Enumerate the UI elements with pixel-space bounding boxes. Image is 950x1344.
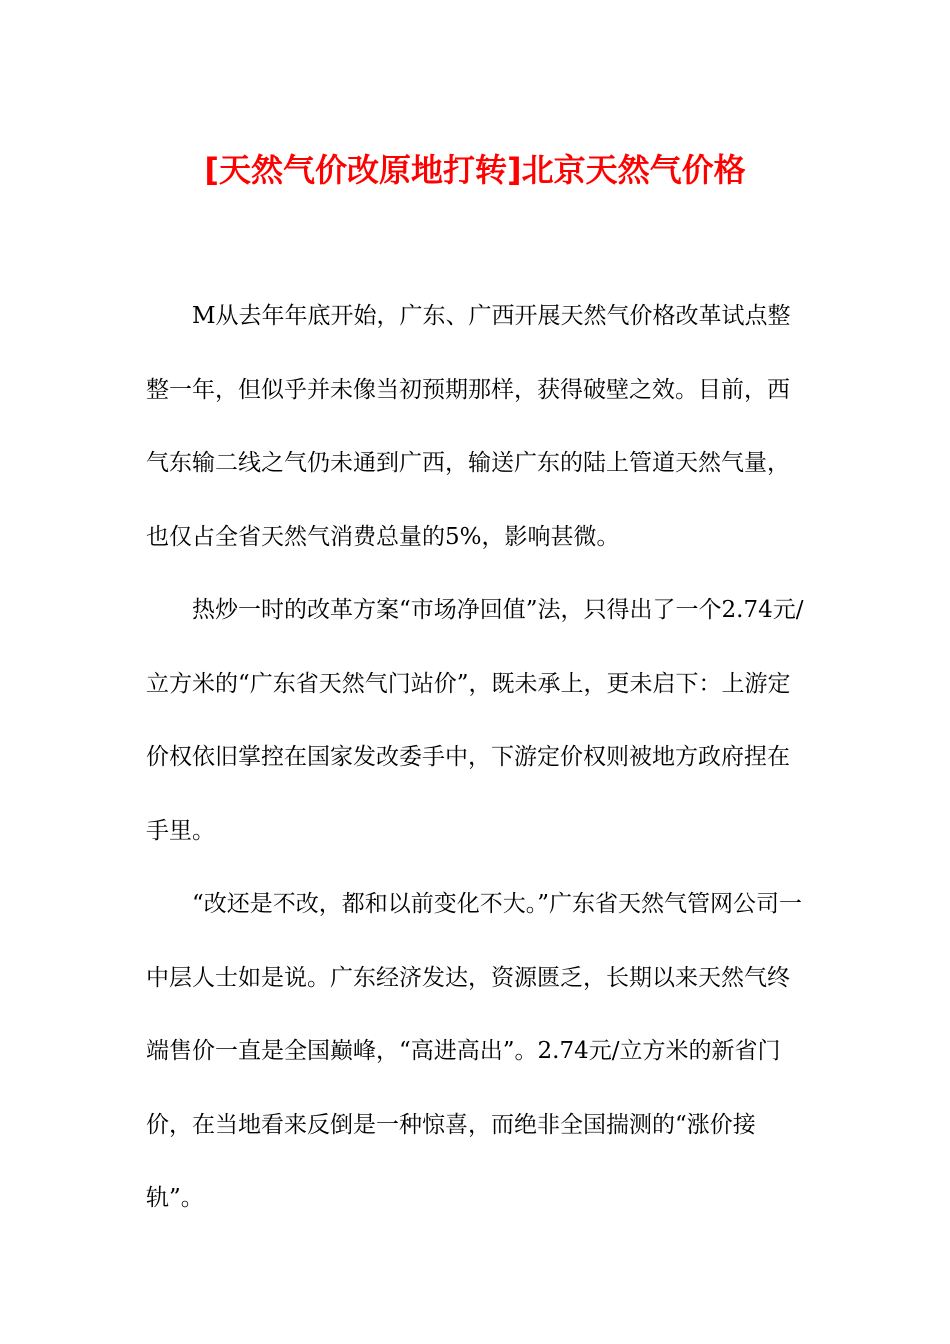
paragraph-3: “改还是不改，都和以前变化不大。”广东省天然气管网公司一中层人士如是说。广东经济发达，资源匮乏，长期以来天然气终端售价一直是全国巅峰，“高进高出”。2.74元/立方米的新省门价，在当地看来反倒是一种惊喜，而绝非全国揣测的“涨价接轨”。 [146, 891, 803, 1211]
document-body [146, 280, 806, 1236]
paragraph-1: M从去年年底开始，广东、广西开展天然气价格改革试点整整一年，但似乎并未像当初预期那样，获得破壁之效。目前，西气东输二线之气仍未通到广西，输送广东的陆上管道天然气量，也仅占全省天然气消费总量的5%，影响甚微。 [146, 303, 791, 550]
document-title: [天然气价改原地打转]北京天然气价格 [204, 151, 746, 189]
paragraph-2: 热炒一时的改革方案“市场净回值”法，只得出了一个2.74元/立方米的“广东省天然气门站价”，既未承上，更未启下：上游定价权依旧掌控在国家发改委手中，下游定价权则被地方政府捏在手里。 [146, 597, 804, 844]
